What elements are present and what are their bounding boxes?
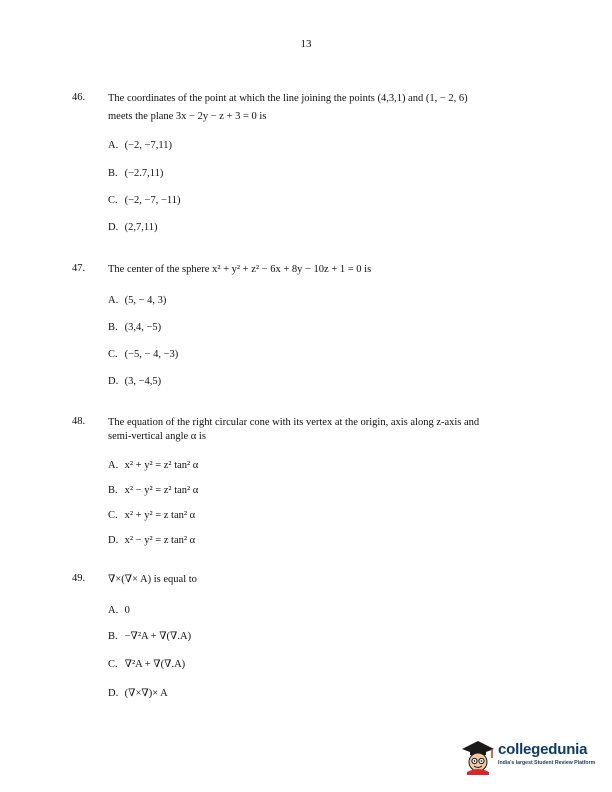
option-a: A. (−2, −7,11) — [108, 140, 172, 151]
question-number: 47. — [72, 263, 86, 274]
option-a: A. (5, − 4, 3) — [108, 295, 167, 306]
option-c: C. x² + y² = z tan² α — [108, 510, 196, 521]
option-c: C. ∇²A + ∇(∇.A) — [108, 659, 186, 670]
option-b: B. x² − y² = z² tan² α — [108, 485, 199, 496]
stem-line: meets the plane 3x − 2y − z + 3 = 0 is — [108, 111, 267, 122]
option-b: B. −∇²A + ∇(∇.A) — [108, 631, 192, 642]
stem-line: The center of the sphere x² + y² + z² − 6x + 8y − 10z + 1 = 0 is — [108, 264, 372, 275]
question-number: 46. — [72, 92, 86, 103]
option-d: D. (3, −4,5) — [108, 376, 162, 387]
stem-line: semi-vertical angle α is — [108, 431, 206, 442]
option-d: D. (2,7,11) — [108, 222, 158, 233]
option-b: B. (3,4, −5) — [108, 322, 162, 333]
brand-name: collegedunia — [498, 741, 588, 758]
question-stem — [108, 573, 548, 587]
option-d: D. x² − y² = z tan² α — [108, 535, 196, 546]
question-stem — [108, 416, 548, 444]
option-a: A. 0 — [108, 605, 130, 616]
question-number: 48. — [72, 416, 86, 427]
option-c: C. (−2, −7, −11) — [108, 195, 181, 206]
stem-line: The coordinates of the point at which the line joining the points (4,3,1) and (1, − 2, 6) — [108, 93, 468, 104]
stem-line: ∇×(∇× A) is equal to — [108, 574, 197, 585]
question-stem — [108, 92, 548, 124]
option-c: C. (−5, − 4, −3) — [108, 349, 179, 360]
question-stem — [108, 263, 548, 277]
graduate-mascot-icon — [458, 737, 496, 775]
page-number: 13 — [300, 38, 312, 50]
option-d: D. (∇×∇)× A — [108, 688, 168, 699]
option-a: A. x² + y² = z² tan² α — [108, 460, 199, 471]
stem-line: The equation of the right circular cone with its vertex at the origin, axis along z-axis and — [108, 417, 480, 428]
question-number: 49. — [72, 573, 86, 584]
option-b: B. (−2.7,11) — [108, 168, 164, 179]
brand-tagline: India's largest Student Review Platform — [498, 760, 596, 766]
collegedunia-logo — [458, 737, 606, 775]
